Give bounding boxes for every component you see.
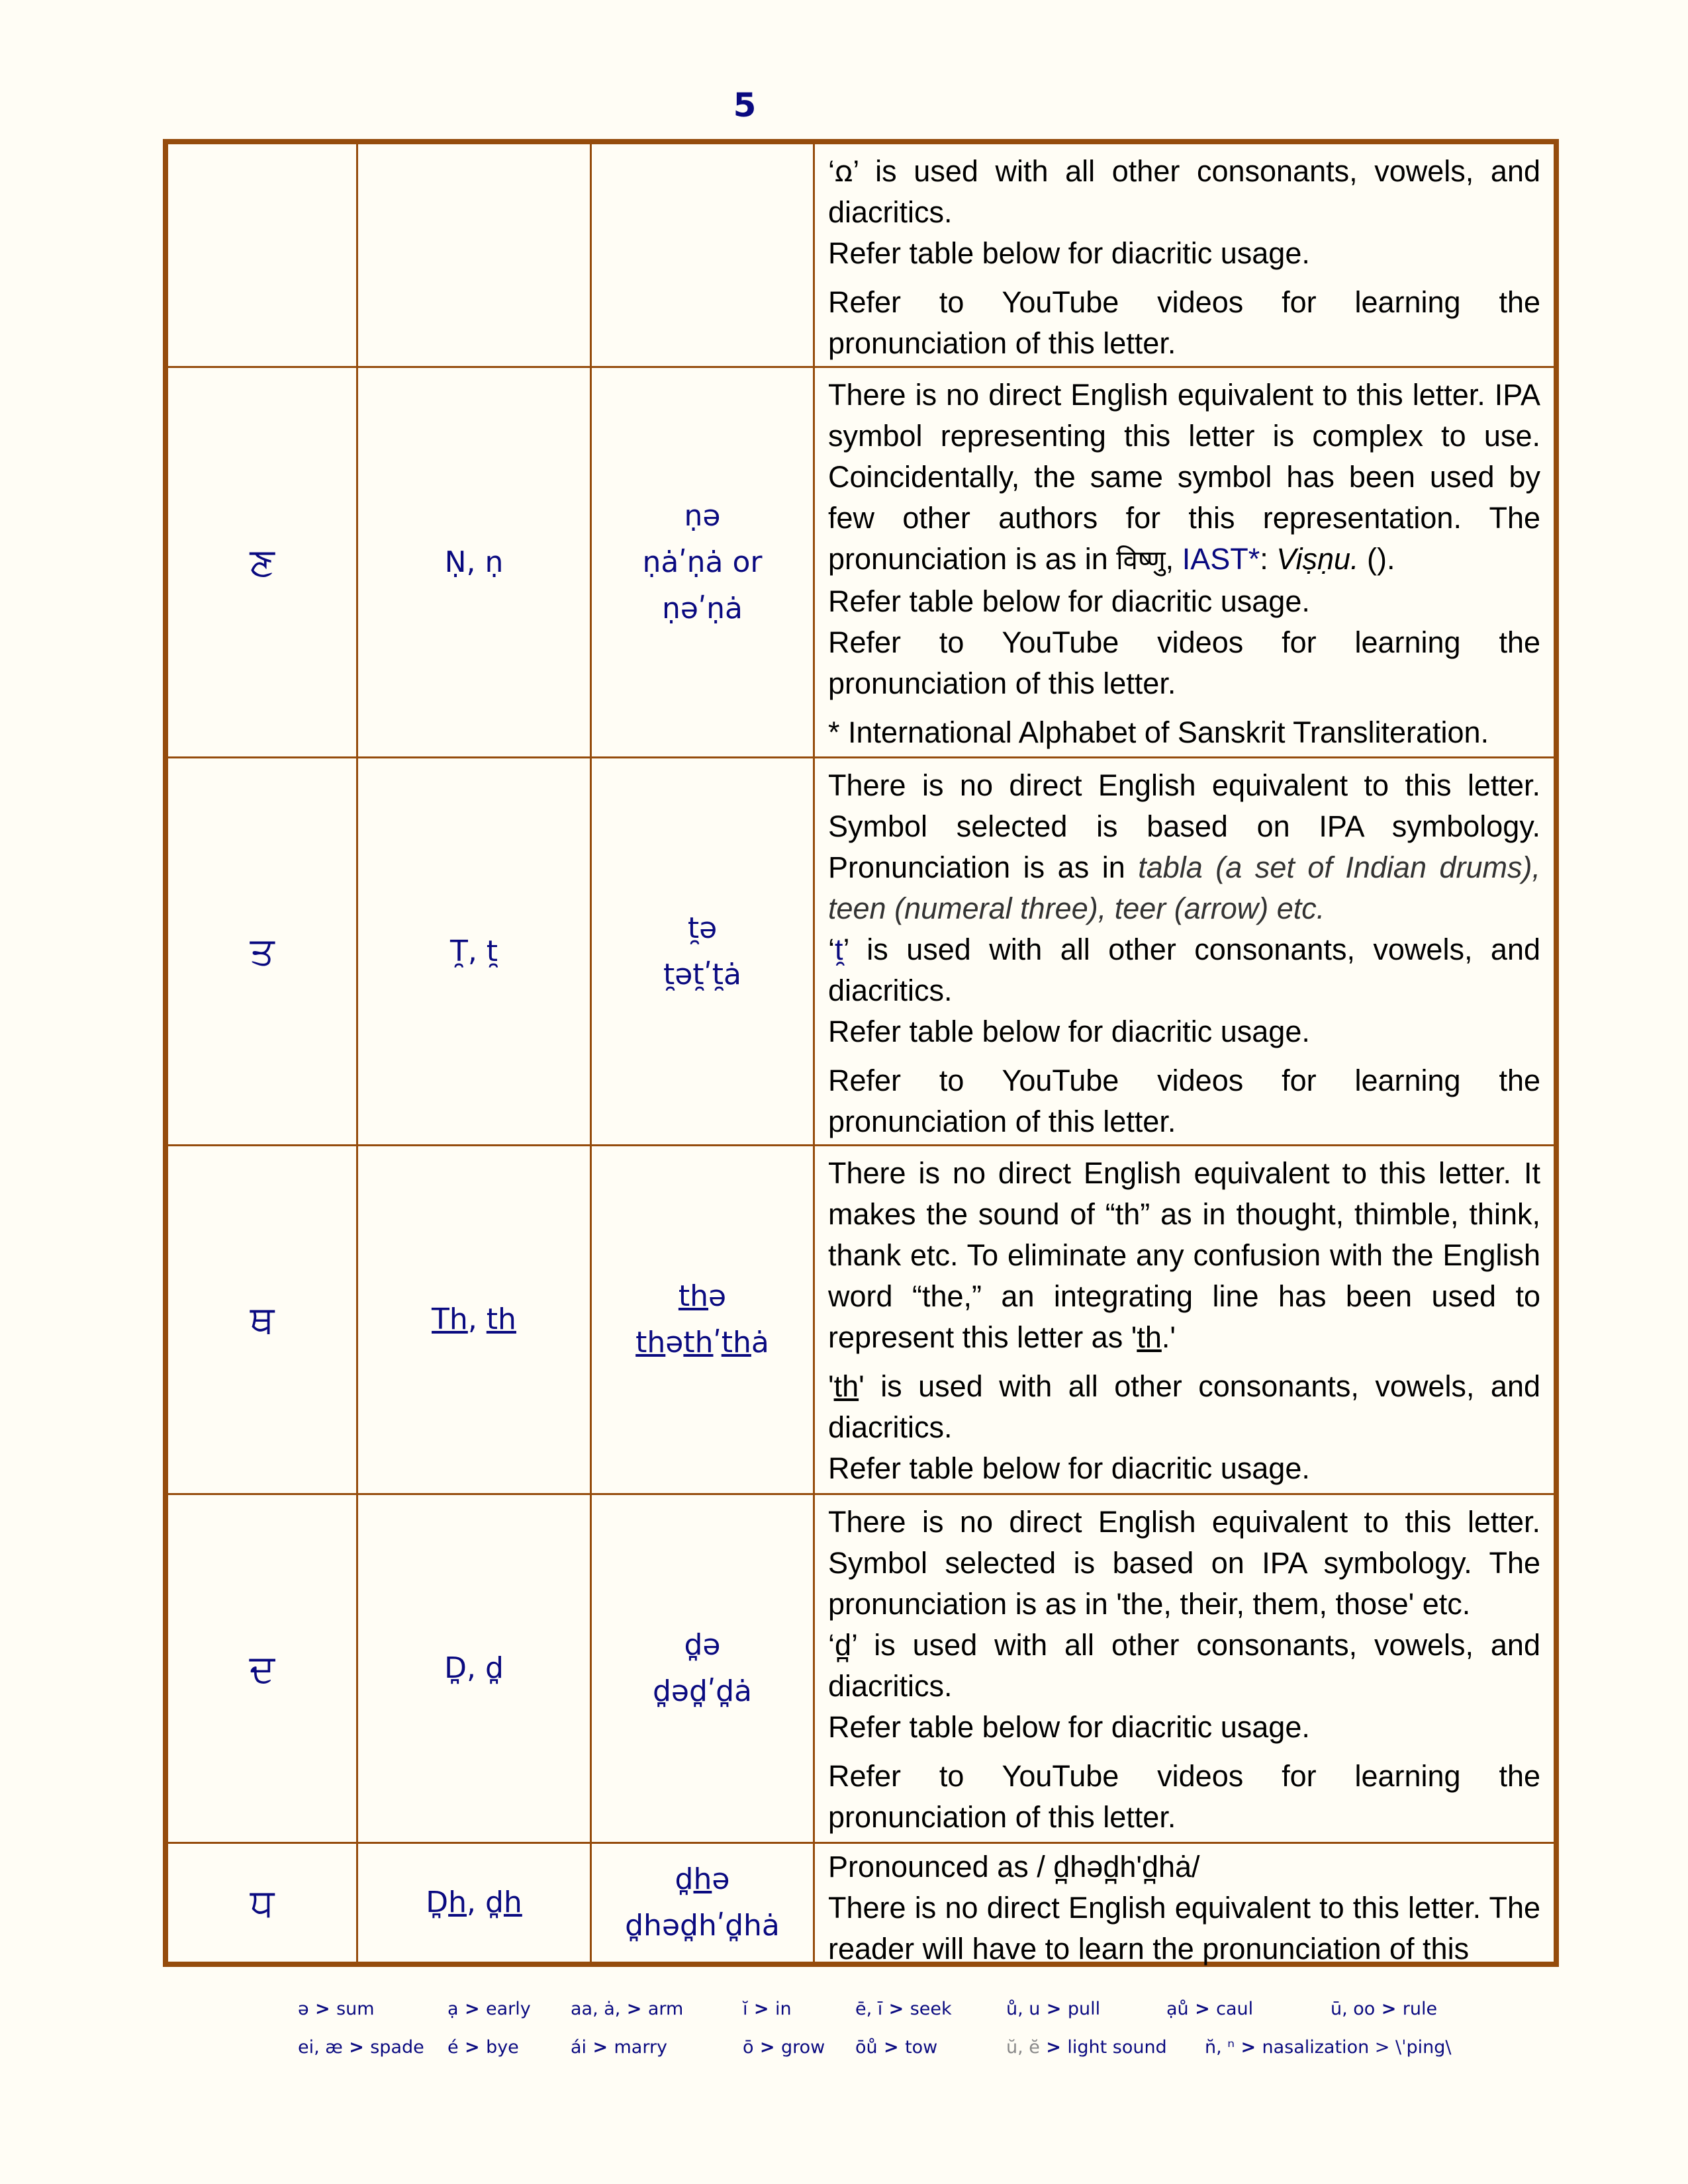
- gurmukhi-cell: [168, 758, 358, 1144]
- roman-lower: th: [486, 1302, 516, 1336]
- roman-letter: [432, 1297, 516, 1343]
- gurmukhi-letter: ਧ: [250, 1880, 275, 1925]
- iast-label: IAST*: [1182, 542, 1260, 576]
- legend-item: ū, oo > rule: [1331, 1999, 1438, 2019]
- ipa-part: d̪: [675, 1862, 694, 1896]
- desc-text: ': [828, 1369, 834, 1403]
- ipa-cell: [592, 1844, 815, 1962]
- gurmukhi-cell: [168, 1146, 358, 1493]
- desc-line: Refer table below for diacritic usage.: [828, 1710, 1310, 1744]
- ipa-cell: [592, 1495, 815, 1842]
- table-row: [168, 144, 1554, 366]
- roman-letter: [426, 1880, 522, 1926]
- legend-item: ů, u > pull: [1006, 1999, 1101, 2019]
- gurmukhi-cell: [168, 368, 358, 756]
- legend-item: aa, ȧ, > arm: [571, 1999, 684, 2019]
- legend-item: ạ > early: [447, 1999, 531, 2019]
- ipa-line: ṇə: [684, 498, 721, 533]
- gurmukhi-letter: ਦ: [249, 1645, 275, 1691]
- table-row: [168, 1144, 1554, 1493]
- separator: ,: [466, 1886, 485, 1919]
- vishnu-word: Viṣṇu.: [1276, 542, 1359, 576]
- gurmukhi-cell: [168, 1495, 358, 1842]
- table-row: [168, 366, 1554, 756]
- roman-cell: [358, 758, 592, 1144]
- ipa-cell: [592, 758, 815, 1144]
- desc-text: There is no direct English equivalent to this letter. It makes the sound of “th” as in thought, thimble, think, thank etc. To eliminate any confusion with the English word “the,” an integrating line has been used to represent this letter as ': [828, 1156, 1540, 1354]
- desc-text: ().: [1358, 542, 1395, 576]
- desc-line: There is no direct English equivalent to this letter. Symbol selected is based on IPA symbology. The pronunciation is as in 'the, their, them, those' etc.: [828, 1505, 1540, 1621]
- desc-paragraph: [828, 765, 1540, 929]
- roman-cell: [358, 1844, 592, 1962]
- legend-item: n̆, ⁿ > nasalization > \ˈping\: [1205, 2037, 1452, 2058]
- description-cell: [815, 758, 1554, 1144]
- legend-item: ái > marry: [571, 2037, 668, 2058]
- desc-line: ‘ꭥ’ is used with all other consonants, vowels, and diacritics.: [828, 154, 1540, 229]
- symbol: th: [833, 1369, 859, 1403]
- roman-part: h: [503, 1886, 522, 1919]
- legend-item: ē, ī > seek: [855, 1999, 952, 2019]
- ipa-part: ə: [665, 1326, 684, 1359]
- ipa-line: ṇəʹṇȧ: [661, 591, 743, 625]
- description-cell: [815, 1495, 1554, 1842]
- ipa-part: th: [635, 1326, 666, 1359]
- desc-line: Refer to YouTube videos for learning the pronunciation of this letter.: [828, 625, 1540, 700]
- desc-text: Pronounced as /: [828, 1850, 1054, 1884]
- legend-item: é > bye: [447, 2037, 519, 2058]
- desc-paragraph: [828, 1366, 1540, 1448]
- ipa-line: ṇȧʹṇȧ or: [642, 545, 763, 579]
- gurmukhi-letter: ਤ: [250, 929, 275, 974]
- description-cell: [815, 1146, 1554, 1493]
- ipa-line: d̪əd̪ʹd̪ȧ: [652, 1674, 753, 1708]
- desc-line: There is no direct English equivalent to this letter. The reader will have to learn the pronunciation of this: [828, 1891, 1540, 1966]
- legend-item: ō > grow: [743, 2037, 825, 2058]
- devanagari-word: विष्णु: [1116, 545, 1166, 576]
- desc-line: Refer table below for diacritic usage.: [828, 1451, 1310, 1485]
- footnote: * International Alphabet of Sanskrit Transliteration.: [828, 715, 1489, 749]
- roman-cell: [358, 1495, 592, 1842]
- desc-paragraph: [828, 1846, 1540, 1888]
- example-words: tabla (a set of Indian drums), teen (numeral three), teer (arrow) etc.: [828, 850, 1540, 925]
- desc-line: Refer to YouTube videos for learning the pronunciation of this letter.: [828, 1064, 1540, 1138]
- table-row: [168, 1842, 1554, 1966]
- alphabet-table: [163, 139, 1559, 1967]
- ipa-cell: [592, 368, 815, 756]
- table-row: [168, 756, 1554, 1144]
- roman-cell: [358, 1146, 592, 1493]
- desc-line: ‘d̪’ is used with all other consonants, vowels, and diacritics.: [828, 1628, 1540, 1703]
- legend-item: ạů > caul: [1166, 1999, 1254, 2019]
- symbol: th: [1137, 1320, 1162, 1354]
- ipa-part: ʹ: [713, 1326, 722, 1359]
- ipa-line: [675, 1856, 730, 1903]
- desc-text: ' is used with all other consonants, vowels, and diacritics.: [828, 1369, 1540, 1444]
- ipa-cell: [592, 144, 815, 366]
- description-cell: [815, 1844, 1554, 1966]
- ipa-line: t̯ət̯ʹt̯ȧ: [663, 957, 742, 991]
- table-row: [168, 1493, 1554, 1842]
- desc-line: Refer table below for diacritic usage.: [828, 1015, 1310, 1048]
- desc-text: ‘: [828, 933, 835, 966]
- desc-paragraph: [828, 375, 1540, 581]
- desc-line: Refer to YouTube videos for learning the pronunciation of this letter.: [828, 285, 1540, 360]
- roman-part: d̪: [485, 1886, 504, 1919]
- desc-text: /: [1192, 1850, 1200, 1884]
- desc-text: :: [1260, 542, 1277, 576]
- roman-letter: Ṇ, ṇ: [444, 545, 504, 579]
- desc-line: Refer table below for diacritic usage.: [828, 584, 1310, 618]
- desc-text: There is no direct English equivalent to this letter. Symbol selected is based on IPA symbology. Pronunciation is as in: [828, 768, 1540, 884]
- legend-row: [0, 1999, 1688, 2025]
- legend-item: ĭ > in: [743, 1999, 792, 2019]
- roman-part: h: [448, 1886, 467, 1919]
- legend-item: ŭ, ĕ > light sound: [1006, 2037, 1167, 2058]
- desc-paragraph: [828, 1153, 1540, 1358]
- ipa-line: t̯ə: [687, 911, 718, 945]
- symbol: d̪həd̪hʹd̪hȧ: [1053, 1850, 1192, 1884]
- ipa-part: ȧ: [751, 1326, 769, 1359]
- desc-text: ,: [1165, 542, 1182, 576]
- roman-cell: [358, 144, 592, 366]
- ipa-part: h: [693, 1862, 712, 1896]
- desc-text: There is no direct English equivalent to this letter. IPA symbol representing this letter is complex to use. Coincidentally, the same symbol has been used by few other authors for this representation. The pronunciation is as in: [828, 378, 1540, 576]
- ipa-part: ə: [708, 1279, 727, 1313]
- ipa-line: [635, 1320, 769, 1366]
- roman-upper: Th: [432, 1302, 468, 1336]
- legend-item: ə > sum: [298, 1999, 375, 2019]
- gurmukhi-cell: [168, 144, 358, 366]
- roman-cell: [358, 368, 592, 756]
- desc-text: ’ is used with all other consonants, vowels, and diacritics.: [828, 933, 1540, 1007]
- desc-line: Refer table below for diacritic usage.: [828, 236, 1310, 270]
- ipa-cell: [592, 1146, 815, 1493]
- roman-part: D̪: [426, 1886, 449, 1919]
- ipa-part: ə: [712, 1862, 730, 1896]
- desc-text: .': [1161, 1320, 1176, 1354]
- ipa-line: d̪ə: [684, 1628, 721, 1662]
- separator: ,: [467, 1302, 487, 1336]
- ipa-part: th: [678, 1279, 709, 1313]
- desc-line: Refer to YouTube videos for learning the pronunciation of this letter.: [828, 1759, 1540, 1834]
- legend-row: [0, 2037, 1688, 2064]
- gurmukhi-letter: ਣ: [250, 539, 275, 584]
- ipa-part: th: [683, 1326, 714, 1359]
- gurmukhi-cell: [168, 1844, 358, 1962]
- legend-item: ei, æ > spade: [298, 2037, 424, 2058]
- roman-letter: D̪, d̪: [444, 1651, 504, 1685]
- ipa-line: [679, 1273, 726, 1320]
- ipa-part: th: [721, 1326, 751, 1359]
- description-cell: [815, 368, 1554, 756]
- desc-paragraph: [828, 929, 1540, 1011]
- symbol: t̯: [835, 933, 843, 966]
- ipa-line: d̪həd̪hʹd̪hȧ: [625, 1909, 780, 1942]
- roman-letter: T̯, t̯: [449, 934, 498, 968]
- gurmukhi-letter: ਥ: [250, 1297, 275, 1342]
- legend-item: ōů > tow: [855, 2037, 938, 2058]
- page-number: 5: [733, 86, 757, 124]
- description-cell: [815, 144, 1554, 366]
